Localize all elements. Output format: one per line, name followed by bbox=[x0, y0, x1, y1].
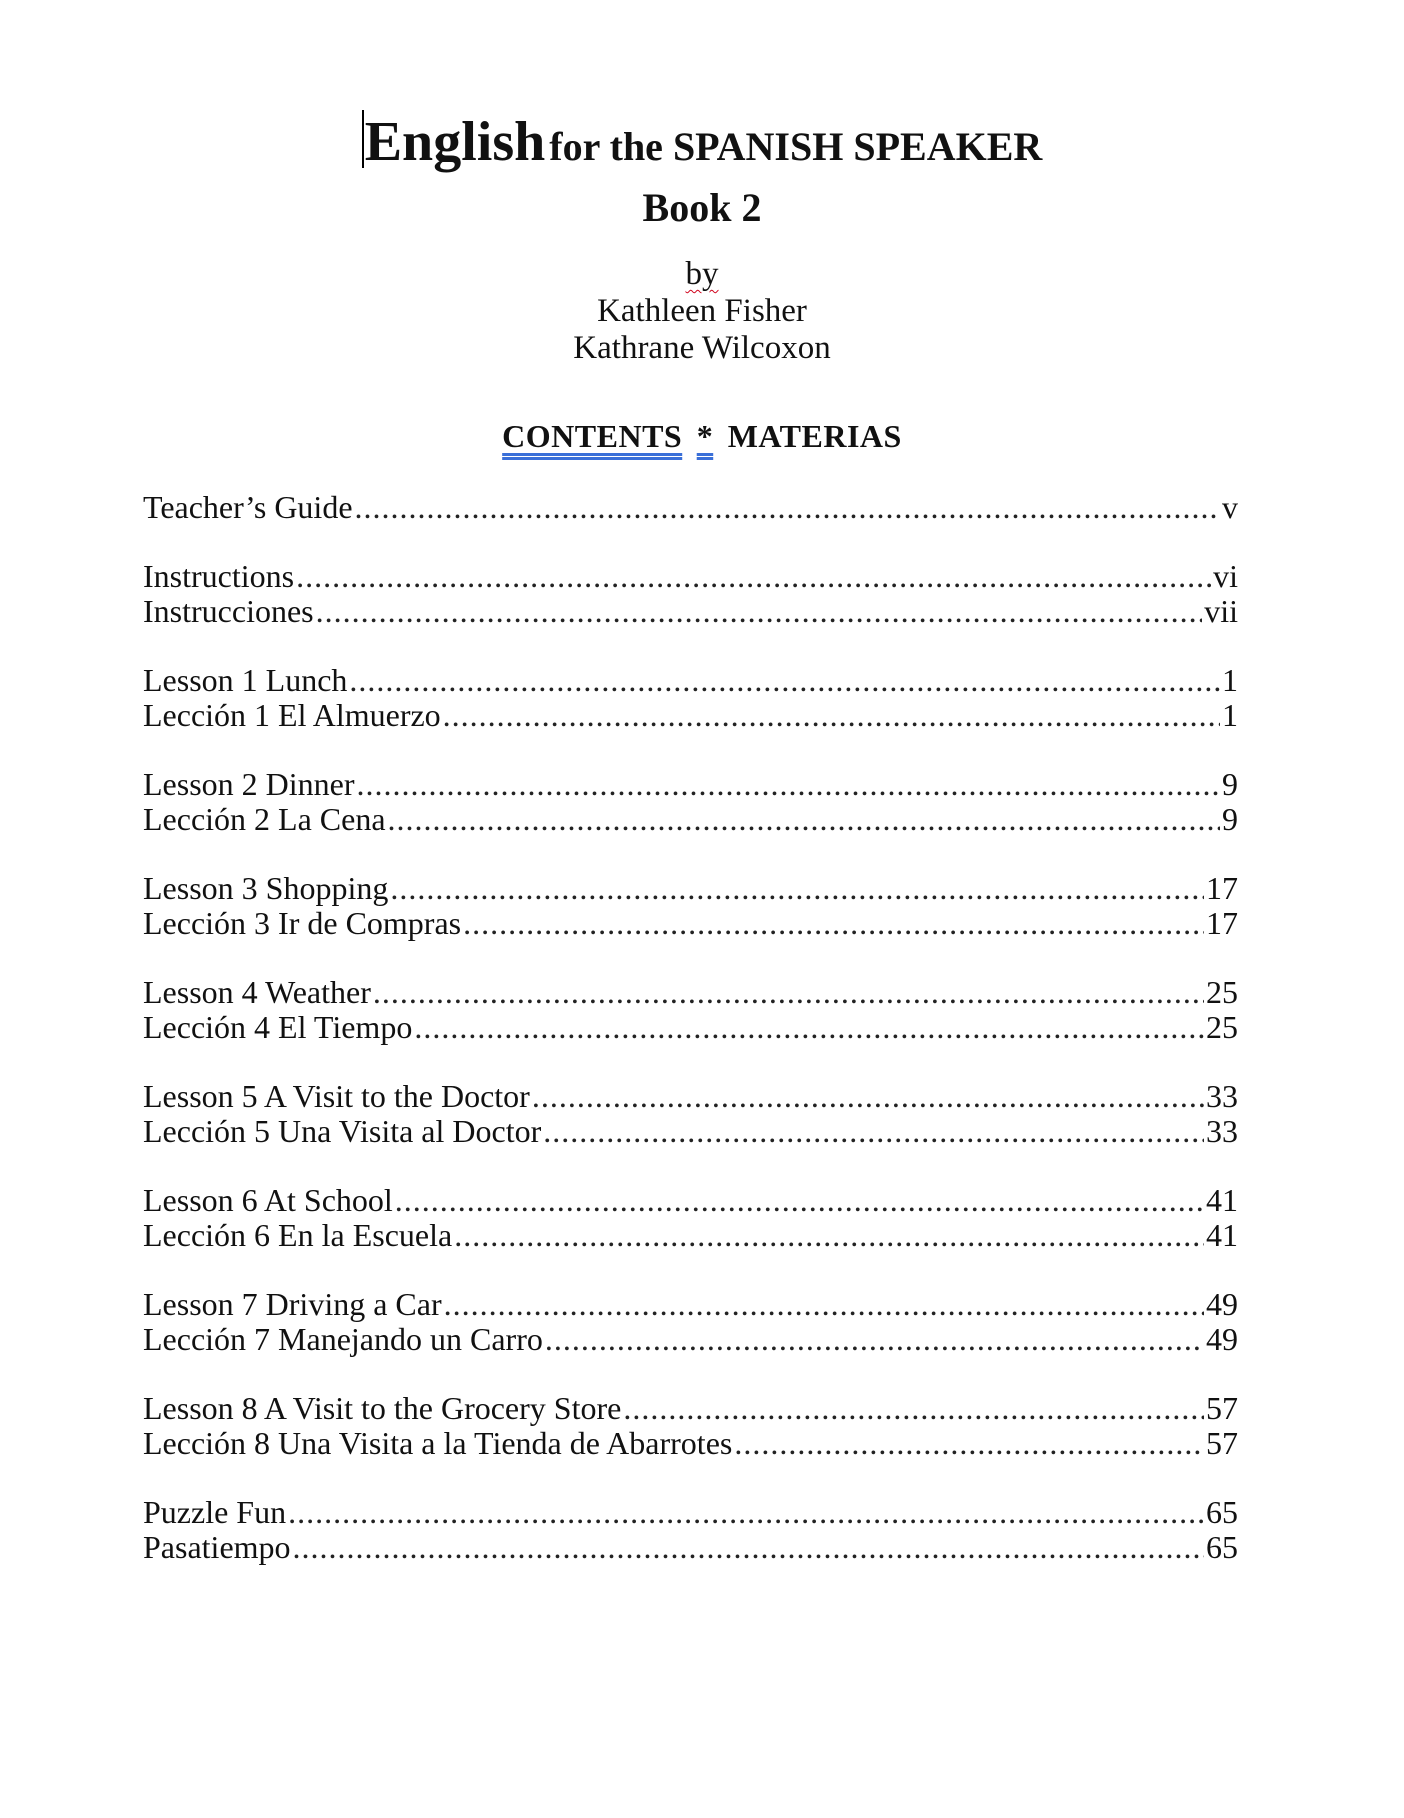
toc-entry[interactable] bbox=[143, 1426, 1238, 1461]
author-name: Kathleen Fisher bbox=[597, 293, 807, 329]
toc-entry[interactable] bbox=[143, 1287, 1238, 1322]
toc-entry-page: 49 bbox=[1206, 1321, 1238, 1357]
toc-entry[interactable] bbox=[143, 1495, 1238, 1530]
toc-entry-page: 41 bbox=[1206, 1182, 1238, 1218]
toc-dot-leader bbox=[349, 663, 1220, 698]
toc-entry-label: Lección 2 La Cena bbox=[143, 801, 386, 837]
toc-entry[interactable] bbox=[143, 906, 1238, 941]
authors-block bbox=[0, 256, 1404, 367]
toc-entry-page: v bbox=[1222, 489, 1238, 525]
toc-entry-label: Instructions bbox=[143, 558, 295, 594]
title-block bbox=[0, 110, 1404, 231]
toc-entry-page: 17 bbox=[1206, 870, 1238, 906]
toc-entry-page: 57 bbox=[1206, 1390, 1238, 1426]
toc-entry-page: 9 bbox=[1222, 766, 1238, 802]
toc-group bbox=[143, 1183, 1238, 1253]
contents-heading-en: CONTENTS bbox=[502, 418, 683, 454]
toc-entry[interactable] bbox=[143, 802, 1238, 837]
toc-entry[interactable] bbox=[143, 490, 1238, 525]
book-number: Book 2 bbox=[642, 185, 762, 230]
toc-entry-label: Puzzle Fun bbox=[143, 1494, 287, 1530]
toc-entry-page: 25 bbox=[1206, 974, 1238, 1010]
toc-entry-label: Lesson 4 Weather bbox=[143, 974, 371, 1010]
toc-dot-leader bbox=[296, 559, 1211, 594]
toc-entry-page: 1 bbox=[1222, 662, 1238, 698]
toc-group bbox=[143, 1079, 1238, 1149]
toc-dot-leader bbox=[454, 1218, 1204, 1253]
toc-entry[interactable] bbox=[143, 871, 1238, 906]
toc-dot-leader bbox=[444, 1287, 1204, 1322]
toc-entry-label: Lesson 8 A Visit to the Grocery Store bbox=[143, 1390, 622, 1426]
toc-entry-page: 33 bbox=[1206, 1113, 1238, 1149]
toc-dot-leader bbox=[293, 1530, 1204, 1565]
toc-entry-page: vi bbox=[1213, 558, 1238, 594]
toc-dot-leader bbox=[390, 871, 1204, 906]
toc-entry-page: 1 bbox=[1222, 697, 1238, 733]
toc-dot-leader bbox=[373, 975, 1204, 1010]
author-name: Kathrane Wilcoxon bbox=[573, 330, 831, 366]
toc-entry-page: 9 bbox=[1222, 801, 1238, 837]
toc-entry-label: Instrucciones bbox=[143, 593, 314, 629]
toc-group bbox=[143, 490, 1238, 525]
toc-entry[interactable] bbox=[143, 559, 1238, 594]
toc-dot-leader bbox=[543, 1114, 1204, 1149]
toc-entry-label: Lesson 1 Lunch bbox=[143, 662, 348, 698]
toc-entry[interactable] bbox=[143, 1218, 1238, 1253]
toc-group bbox=[143, 1495, 1238, 1565]
toc-entry[interactable] bbox=[143, 1114, 1238, 1149]
toc-entry-page: vii bbox=[1204, 593, 1238, 629]
toc-entry-label: Lección 7 Manejando un Carro bbox=[143, 1321, 543, 1357]
toc-entry-label: Lección 1 El Almuerzo bbox=[143, 697, 441, 733]
toc-group bbox=[143, 1391, 1238, 1461]
toc-entry-label: Lesson 3 Shopping bbox=[143, 870, 389, 906]
toc-entry-label: Lección 8 Una Visita a la Tienda de Abarrotes bbox=[143, 1425, 733, 1461]
title-main: English bbox=[364, 111, 546, 173]
toc-entry[interactable] bbox=[143, 975, 1238, 1010]
toc-dot-leader bbox=[288, 1495, 1204, 1530]
toc-group bbox=[143, 1287, 1238, 1357]
toc-dot-leader bbox=[443, 698, 1220, 733]
toc-dot-leader bbox=[463, 906, 1204, 941]
toc-entry[interactable] bbox=[143, 1391, 1238, 1426]
contents-separator: * bbox=[696, 418, 714, 454]
contents-heading-es: MATERIAS bbox=[727, 418, 902, 454]
toc-group bbox=[143, 871, 1238, 941]
toc-dot-leader bbox=[357, 767, 1220, 802]
toc-dot-leader bbox=[316, 594, 1203, 629]
toc-entry[interactable] bbox=[143, 1183, 1238, 1218]
toc-entry[interactable] bbox=[143, 1010, 1238, 1045]
toc-dot-leader bbox=[355, 490, 1220, 525]
toc-dot-leader bbox=[623, 1391, 1204, 1426]
toc-group bbox=[143, 975, 1238, 1045]
toc-dot-leader bbox=[395, 1183, 1204, 1218]
title-rest: for the SPANISH SPEAKER bbox=[549, 124, 1043, 169]
toc-entry-label: Lección 6 En la Escuela bbox=[143, 1217, 453, 1253]
toc-group bbox=[143, 663, 1238, 733]
toc-entry[interactable] bbox=[143, 1530, 1238, 1565]
contents-heading bbox=[0, 418, 1404, 455]
toc-entry-page: 57 bbox=[1206, 1425, 1238, 1461]
by-line: by bbox=[685, 256, 719, 292]
toc-entry-label: Lesson 7 Driving a Car bbox=[143, 1286, 442, 1322]
toc-entry[interactable] bbox=[143, 767, 1238, 802]
toc-entry[interactable] bbox=[143, 698, 1238, 733]
toc-dot-leader bbox=[532, 1079, 1204, 1114]
toc-entry-page: 41 bbox=[1206, 1217, 1238, 1253]
title-line bbox=[0, 110, 1404, 173]
toc-dot-leader bbox=[388, 802, 1220, 837]
toc-entry-label: Teacher’s Guide bbox=[143, 489, 353, 525]
table-of-contents bbox=[143, 490, 1238, 1599]
toc-entry-page: 49 bbox=[1206, 1286, 1238, 1322]
toc-dot-leader bbox=[414, 1010, 1204, 1045]
toc-group bbox=[143, 767, 1238, 837]
toc-dot-leader bbox=[734, 1426, 1204, 1461]
toc-entry-page: 25 bbox=[1206, 1009, 1238, 1045]
text-cursor bbox=[362, 110, 364, 168]
toc-entry[interactable] bbox=[143, 1079, 1238, 1114]
toc-entry-label: Lección 4 El Tiempo bbox=[143, 1009, 413, 1045]
toc-entry-label: Lesson 6 At School bbox=[143, 1182, 393, 1218]
toc-entry-label: Lección 3 Ir de Compras bbox=[143, 905, 462, 941]
toc-entry-label: Lesson 2 Dinner bbox=[143, 766, 355, 802]
toc-entry-label: Lección 5 Una Visita al Doctor bbox=[143, 1113, 542, 1149]
toc-entry-label: Lesson 5 A Visit to the Doctor bbox=[143, 1078, 530, 1114]
toc-entry[interactable] bbox=[143, 1322, 1238, 1357]
toc-entry[interactable] bbox=[143, 663, 1238, 698]
toc-entry-page: 65 bbox=[1206, 1494, 1238, 1530]
toc-entry-page: 65 bbox=[1206, 1529, 1238, 1565]
toc-entry-page: 33 bbox=[1206, 1078, 1238, 1114]
toc-group bbox=[143, 559, 1238, 629]
toc-entry[interactable] bbox=[143, 594, 1238, 629]
toc-dot-leader bbox=[545, 1322, 1204, 1357]
toc-entry-label: Pasatiempo bbox=[143, 1529, 291, 1565]
toc-entry-page: 17 bbox=[1206, 905, 1238, 941]
